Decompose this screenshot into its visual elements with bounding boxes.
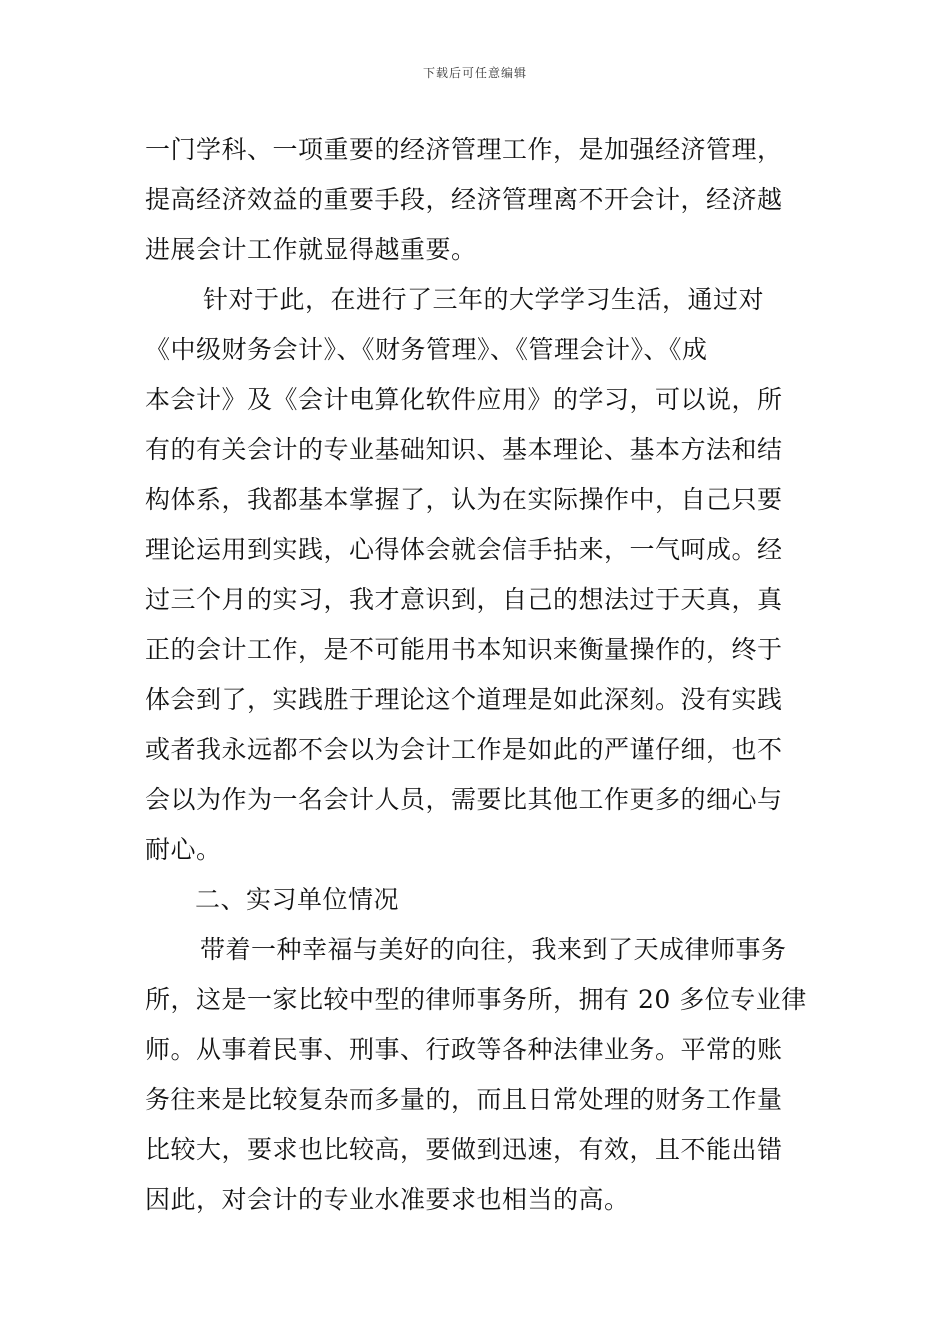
text-line: 比较大，要求也比较高，要做到迅速，有效，且不能出错 — [145, 1135, 783, 1164]
text-line: 一门学科、一项重要的经济管理工作，是加强经济管理， — [145, 135, 783, 164]
text-line: 体会到了，实践胜于理论这个道理是如此深刻。没有实践 — [145, 685, 783, 714]
text-line: 耐心。 — [145, 835, 222, 864]
section-heading: 二、实习单位情况 — [195, 885, 400, 914]
paragraph-start-line: 带着一种幸福与美好的向往，我来到了天成律师事务 — [200, 935, 787, 964]
text-line: 有的有关会计的专业基础知识、基本理论、基本方法和结 — [145, 435, 783, 464]
text-line: 会以为作为一名会计人员，需要比其他工作更多的细心与 — [145, 785, 783, 814]
text-line: 或者我永远都不会以为会计工作是如此的严谨仔细，也不 — [145, 735, 783, 764]
text-line: 《中级财务会计》、《财务管理》、《管理会计》、《成 — [145, 335, 708, 364]
text-line: 过三个月的实习，我才意识到，自己的想法过于天真，真 — [145, 585, 783, 614]
text-line: 构体系，我都基本掌握了，认为在实际操作中，自己只要 — [145, 485, 783, 514]
text-line: 理论运用到实践，心得体会就会信手拈来，一气呵成。经 — [145, 535, 783, 564]
text-line: 提高经济效益的重要手段，经济管理离不开会计，经济越 — [145, 185, 783, 214]
page-header: 下载后可任意编辑 — [422, 66, 527, 80]
text-line: 正的会计工作，是不可能用书本知识来衡量操作的，终于 — [145, 635, 783, 664]
text-line: 本会计》及《会计电算化软件应用》的学习，可以说，所 — [145, 385, 783, 414]
text-line: 所，这是一家比较中型的律师事务所，拥有 20 多位专业律 — [145, 985, 807, 1014]
paragraph-start-line: 针对于此，在进行了三年的大学学习生活，通过对 — [203, 285, 765, 314]
text-line: 因此，对会计的专业水准要求也相当的高。 — [145, 1185, 630, 1214]
text-line: 师。从事着民事、刑事、行政等各种法律业务。平常的账 — [145, 1035, 783, 1064]
text-line: 进展会计工作就显得越重要。 — [145, 235, 477, 264]
document-body — [145, 125, 815, 1225]
text-line: 务往来是比较复杂而多量的，而且日常处理的财务工作量 — [145, 1085, 783, 1114]
